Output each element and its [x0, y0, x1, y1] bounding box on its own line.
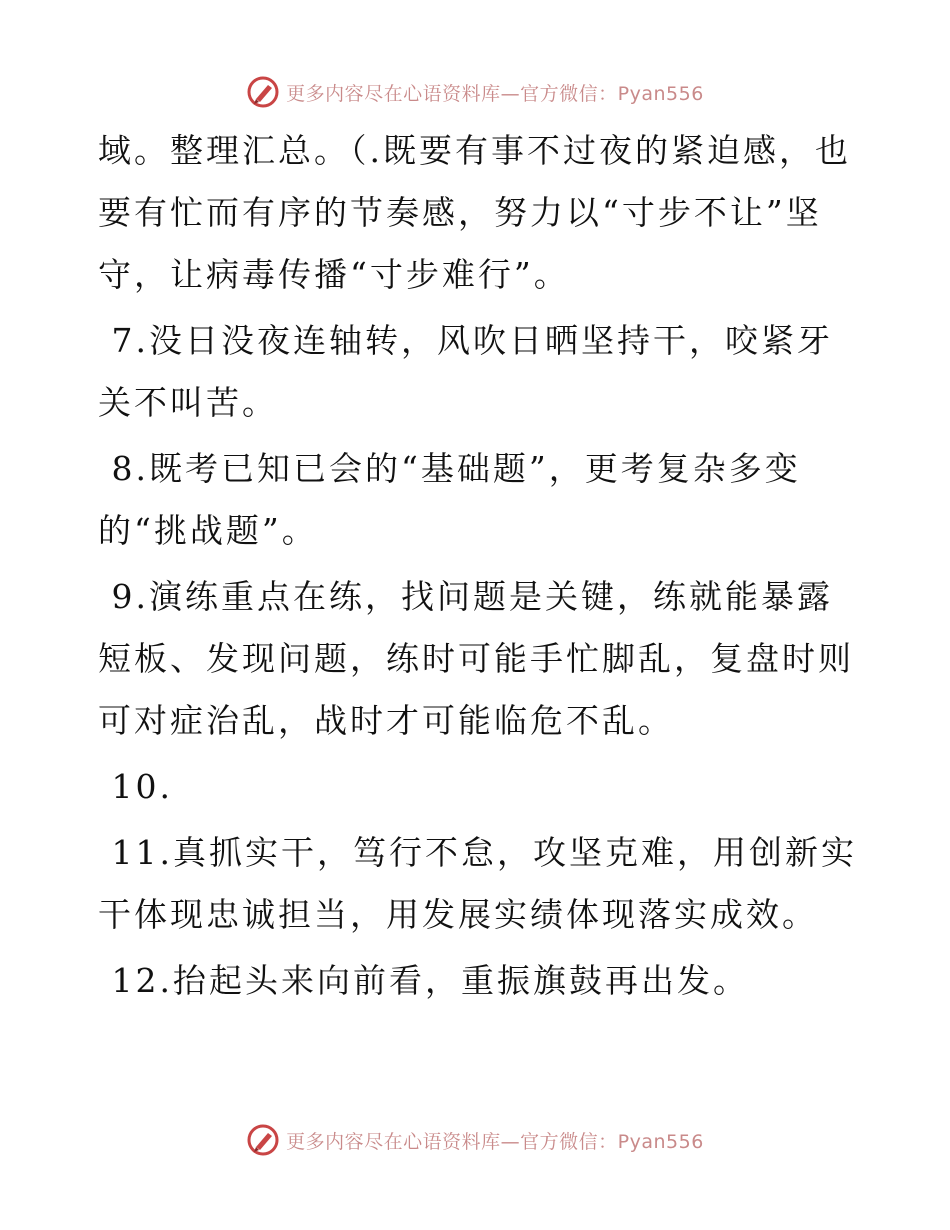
paragraph-8: 8.既考已知已会的“基础题”，更考复杂多变的“挑战题”。 — [98, 449, 801, 550]
watermark-group — [246, 1123, 704, 1157]
pen-logo-icon — [246, 75, 280, 109]
pen-logo-icon — [246, 1123, 280, 1157]
paragraph-7: 7.没日没夜连轴转，风吹日晒坚持干，咬紧牙关不叫苦。 — [98, 321, 833, 422]
header-watermark — [0, 72, 950, 112]
paragraph-9: 9.演练重点在练，找问题是关键，练就能暴露短板、发现问题，练时可能手忙脚乱，复盘时则可对症治乱，战时才可能临危不乱。 — [98, 577, 854, 740]
watermark-group — [246, 75, 704, 109]
paragraph-12: 12.抬起头来向前看，重振旗鼓再出发。 — [98, 961, 749, 1000]
footer-watermark — [0, 1120, 950, 1160]
paragraph-10: 10. — [98, 767, 173, 806]
paragraph-11: 11.真抓实干，笃行不怠，攻坚克难，用创新实干体现忠诚担当，用发展实绩体现落实成效。 — [98, 833, 857, 934]
document-body — [98, 120, 858, 1012]
paragraph-1: 域。整理汇总。（.既要有事不过夜的紧迫感，也要有忙而有序的节奏感，努力以“寸步不让”坚守，让病毒传播“寸步难行”。 — [98, 131, 851, 294]
watermark-text: 更多内容尽在心语资料库—官方微信：Pyan556 — [286, 1130, 704, 1153]
watermark-text: 更多内容尽在心语资料库—官方微信：Pyan556 — [286, 82, 704, 105]
